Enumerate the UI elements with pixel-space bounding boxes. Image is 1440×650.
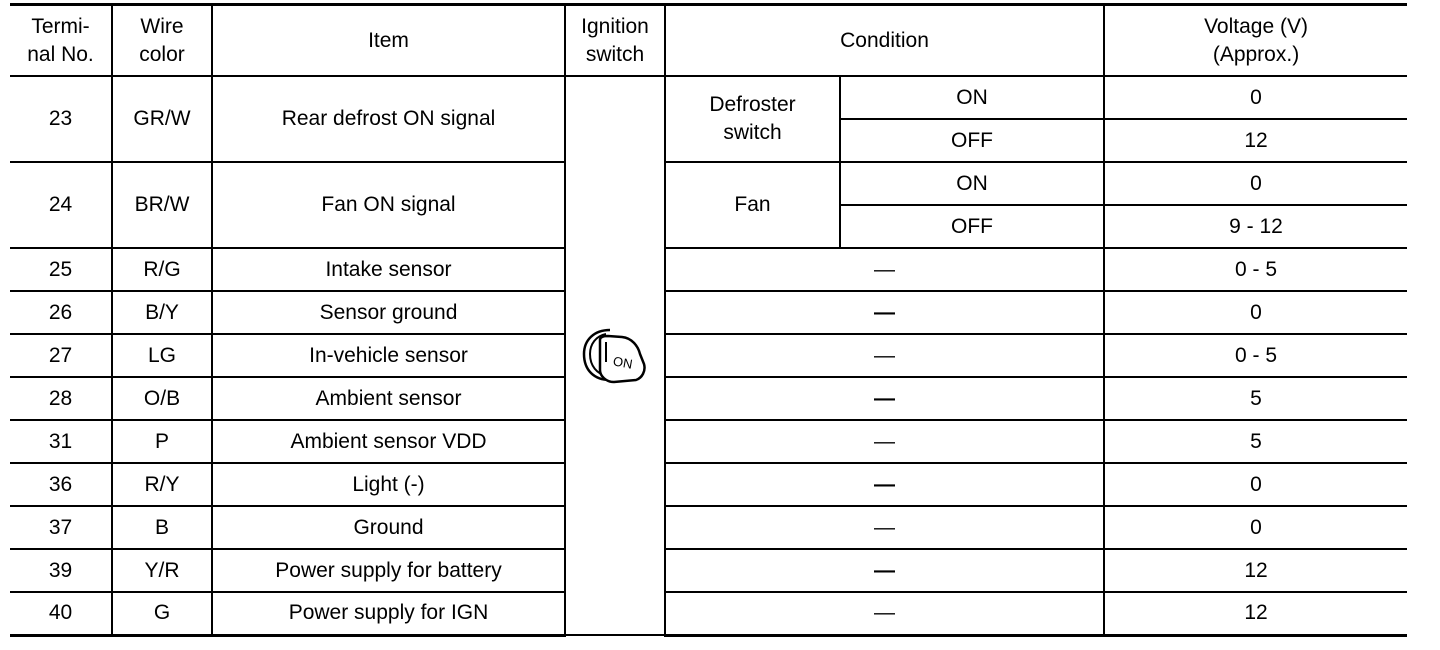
item-cell: In-vehicle sensor [212, 334, 565, 377]
voltage-cell: 12 [1104, 549, 1407, 592]
condition-cell: — [665, 291, 1104, 334]
condition-cell: — [665, 377, 1104, 420]
wire-color-cell: LG [112, 334, 212, 377]
header-ignition-switch [565, 5, 665, 77]
voltage-cell: 0 [1104, 506, 1407, 549]
table-row [10, 549, 1407, 592]
item-cell: Ambient sensor [212, 377, 565, 420]
condition-cell: — [665, 506, 1104, 549]
header-wire-color [112, 5, 212, 77]
condition-text: Defroster switch [709, 93, 796, 144]
voltage-cell: 0 [1104, 291, 1407, 334]
item-cell: Light (-) [212, 463, 565, 506]
table-row [10, 377, 1407, 420]
header-voltage-text: Voltage (V) (Approx.) [1204, 14, 1308, 66]
condition-state-cell: ON [840, 76, 1104, 119]
header-condition [665, 5, 1104, 77]
condition-cell: — [665, 420, 1104, 463]
wire-color-cell: BR/W [112, 162, 212, 248]
item-cell: Power supply for IGN [212, 592, 565, 635]
header-wire-text: Wire color [139, 14, 185, 66]
voltage-cell: 0 - 5 [1104, 248, 1407, 291]
ignition-key-label: ON [611, 352, 634, 372]
voltage-cell: 0 [1104, 76, 1407, 119]
table-row [10, 592, 1407, 635]
header-item [212, 5, 565, 77]
item-cell: Sensor ground [212, 291, 565, 334]
wire-color-cell: Y/R [112, 549, 212, 592]
terminal-cell: 24 [10, 162, 112, 248]
table-row [10, 506, 1407, 549]
voltage-cell: 0 - 5 [1104, 334, 1407, 377]
condition-cell [665, 162, 840, 248]
wire-color-cell: P [112, 420, 212, 463]
terminal-cell: 28 [10, 377, 112, 420]
terminal-cell: 37 [10, 506, 112, 549]
wire-color-cell: B/Y [112, 291, 212, 334]
item-cell: Rear defrost ON signal [212, 76, 565, 162]
header-voltage [1104, 5, 1407, 77]
terminal-cell: 23 [10, 76, 112, 162]
terminal-cell: 39 [10, 549, 112, 592]
wire-color-cell: B [112, 506, 212, 549]
condition-cell [665, 76, 840, 162]
condition-state-cell: OFF [840, 205, 1104, 248]
table-row [10, 248, 1407, 291]
condition-cell: — [665, 248, 1104, 291]
voltage-cell: 5 [1104, 420, 1407, 463]
condition-state-cell: OFF [840, 119, 1104, 162]
item-cell: Power supply for battery [212, 549, 565, 592]
ignition-key-on-icon [580, 324, 650, 388]
header-item-text: Item [368, 28, 409, 52]
item-cell: Fan ON signal [212, 162, 565, 248]
terminal-cell: 31 [10, 420, 112, 463]
condition-cell: — [665, 463, 1104, 506]
item-cell: Intake sensor [212, 248, 565, 291]
terminal-cell: 25 [10, 248, 112, 291]
condition-cell: — [665, 334, 1104, 377]
terminal-table [10, 3, 1407, 637]
wire-color-cell: GR/W [112, 76, 212, 162]
voltage-cell: 9 - 12 [1104, 205, 1407, 248]
terminal-cell: 27 [10, 334, 112, 377]
condition-cell: — [665, 549, 1104, 592]
item-cell: Ambient sensor VDD [212, 420, 565, 463]
table-row [10, 463, 1407, 506]
terminal-cell: 36 [10, 463, 112, 506]
header-row [10, 5, 1407, 77]
voltage-cell: 12 [1104, 592, 1407, 635]
table-row [10, 76, 1407, 119]
terminal-cell: 26 [10, 291, 112, 334]
voltage-cell: 0 [1104, 463, 1407, 506]
table-row [10, 162, 1407, 205]
header-terminal-text: Termi- nal No. [27, 14, 94, 66]
ignition-switch-cell [565, 76, 665, 635]
condition-text: Fan [734, 193, 771, 216]
header-condition-text: Condition [840, 28, 929, 52]
item-cell: Ground [212, 506, 565, 549]
header-ignition-text: Ignition switch [581, 14, 649, 66]
header-terminal-no [10, 5, 112, 77]
wire-color-cell: R/G [112, 248, 212, 291]
terminal-cell: 40 [10, 592, 112, 635]
wire-color-cell: G [112, 592, 212, 635]
table-row [10, 334, 1407, 377]
voltage-cell: 5 [1104, 377, 1407, 420]
voltage-cell: 12 [1104, 119, 1407, 162]
voltage-cell: 0 [1104, 162, 1407, 205]
table-row [10, 291, 1407, 334]
condition-state-cell: ON [840, 162, 1104, 205]
wire-color-cell: R/Y [112, 463, 212, 506]
wire-color-cell: O/B [112, 377, 212, 420]
table-row [10, 420, 1407, 463]
condition-cell: — [665, 592, 1104, 635]
